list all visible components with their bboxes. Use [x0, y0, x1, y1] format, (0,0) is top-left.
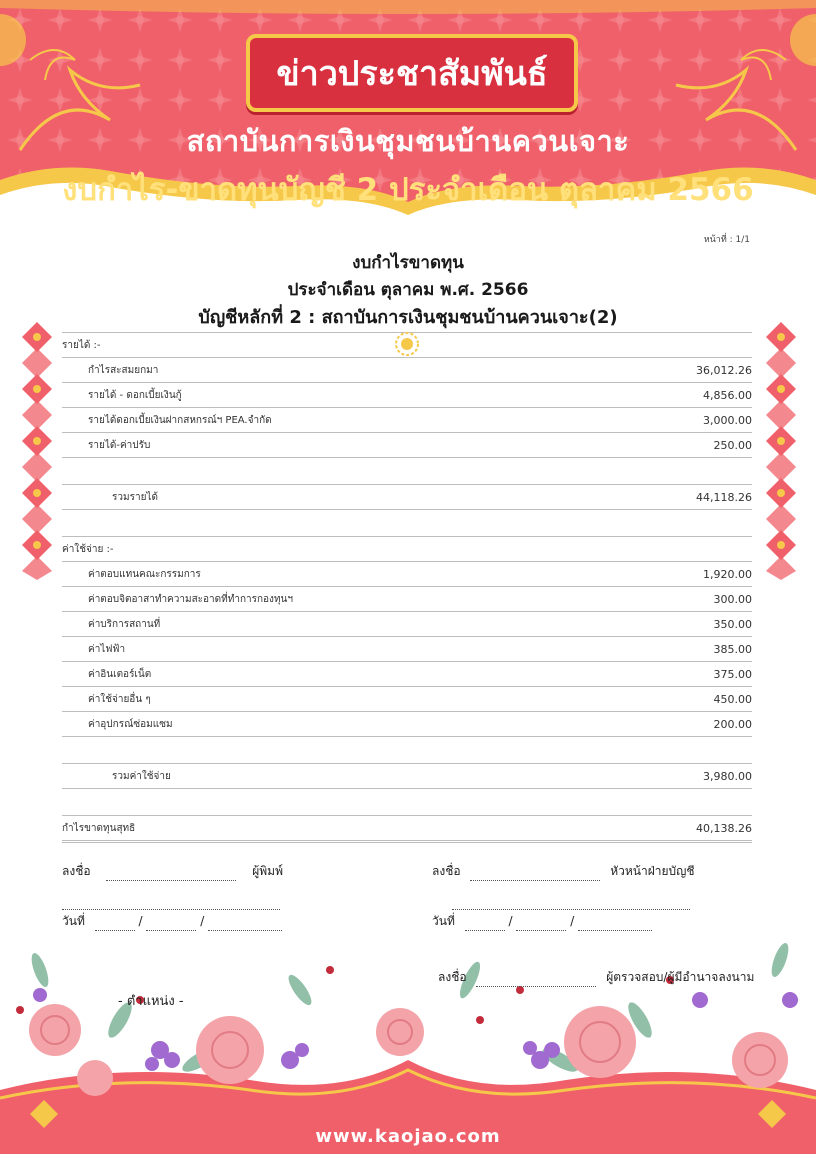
expense-total-row [62, 763, 752, 788]
table-row [62, 586, 752, 611]
expense-item-label: ค่าบริการสถานที่ [88, 618, 161, 630]
expense-total-amount: 3,980.00 [703, 769, 752, 783]
typist-date: วันที่ / / [62, 912, 282, 931]
expense-heading-row [62, 536, 752, 561]
expense-item-label: ค่าไฟฟ้า [88, 643, 126, 655]
website-url[interactable]: www.kaojao.com [315, 1126, 501, 1147]
table-row [62, 611, 752, 636]
partial-position-label: - ตำแหน่ง - [118, 994, 184, 1009]
net-profit-amount: 40,138.26 [696, 821, 752, 835]
expense-item-amount: 300.00 [713, 592, 752, 606]
sign-label: ลงชื่อ [62, 864, 91, 878]
table-row [62, 382, 752, 407]
signature-line [106, 880, 236, 881]
document-title: งบกำไรขาดทุน [352, 253, 464, 273]
spacer-row [62, 788, 752, 815]
auditor-signature [438, 968, 754, 987]
signature-line [476, 986, 596, 987]
income-total-label: รวมรายได้ [112, 491, 158, 503]
head-accounting-date: วันที่ / / [432, 912, 652, 931]
expense-heading: ค่าใช้จ่าย :- [62, 543, 114, 555]
table-row [62, 686, 752, 711]
announcement-banner: ข่าวประชาสัมพันธ์ [246, 34, 578, 112]
table-row [62, 561, 752, 586]
income-item-amount: 250.00 [713, 438, 752, 452]
net-profit-row [62, 815, 752, 843]
expense-item-amount: 1,920.00 [703, 567, 752, 581]
income-item-amount: 4,856.00 [703, 388, 752, 402]
spacer-row [62, 736, 752, 763]
expense-item-label: ค่าอินเตอร์เน็ต [88, 668, 152, 680]
income-total-row [62, 484, 752, 509]
income-item-label: รายได้-ค่าปรับ [88, 439, 151, 451]
date-label: วันที่ [62, 914, 85, 928]
sign-label: ลงชื่อ [438, 970, 467, 984]
table-row [62, 636, 752, 661]
table-row [62, 432, 752, 457]
expense-item-label: ค่าใช้จ่ายอื่น ๆ [88, 693, 151, 705]
document-period: ประจำเดือน ตุลาคม พ.ศ. 2566 [287, 280, 529, 300]
date-label: วันที่ [432, 914, 455, 928]
spacer-row [62, 509, 752, 536]
expense-item-amount: 375.00 [713, 667, 752, 681]
expense-item-amount: 200.00 [713, 717, 752, 731]
table-row [62, 407, 752, 432]
table-row [62, 661, 752, 686]
income-item-label: รายได้ - ดอกเบี้ยเงินกู้ [88, 389, 182, 401]
spacer-row [62, 457, 752, 484]
income-item-label: รายได้ดอกเบี้ยเงินฝากสหกรณ์ฯ PEA.จำกัด [88, 414, 272, 426]
sign-label: ลงชื่อ [432, 864, 461, 878]
head-accounting-name-line [452, 896, 690, 910]
account-name: บัญชีหลักที่ 2 : สถาบันการเงินชุมชนบ้านควนเจาะ(2) [198, 307, 618, 328]
header-banner-area [0, 0, 816, 230]
head-accounting-signature [432, 862, 695, 881]
auditor-role: ผู้ตรวจสอบ/ผู้มีอำนาจลงนาม [606, 970, 755, 984]
right-ornament-border [762, 318, 800, 580]
income-item-amount: 36,012.26 [696, 363, 752, 377]
income-item-label: กำไรสะสมยกมา [88, 364, 159, 376]
typist-signature [62, 862, 283, 881]
left-ornament-border [18, 318, 56, 580]
footer-decoration [0, 910, 816, 1154]
expense-item-amount: 450.00 [713, 692, 752, 706]
income-statement-table [62, 332, 752, 843]
head-accounting-role: หัวหน้าฝ่ายบัญชี [610, 864, 695, 878]
expense-item-label: ค่าตอบแทนคณะกรรมการ [88, 568, 201, 580]
income-heading: รายได้ :- [62, 339, 101, 351]
expense-item-amount: 385.00 [713, 642, 752, 656]
income-heading-row [62, 332, 752, 357]
expense-item-amount: 350.00 [713, 617, 752, 631]
flower-border-illustration [0, 910, 816, 1154]
organization-title: สถาบันการเงินชุมชนบ้านควนเจาะ [186, 124, 630, 158]
expense-item-label: ค่าอุปกรณ์ซ่อมแซม [88, 718, 173, 730]
expense-item-label: ค่าตอบจิตอาสาทำความสะอาดที่ทำการกองทุนฯ [88, 593, 293, 605]
net-profit-label: กำไรขาดทุนสุทธิ [62, 822, 136, 834]
income-item-amount: 3,000.00 [703, 413, 752, 427]
signature-line [470, 880, 600, 881]
typist-name-line [62, 896, 280, 910]
statement-title: งบกำไร-ขาดทุนบัญชี 2 ประจำเดือน ตุลาคม 2566 [62, 172, 754, 208]
expense-total-label: รวมค่าใช้จ่าย [112, 770, 171, 782]
page-number: หน้าที่ : 1/1 [703, 235, 750, 245]
flower-ornament-icon [392, 331, 422, 357]
table-row [62, 711, 752, 736]
typist-role: ผู้พิมพ์ [252, 864, 283, 878]
income-total-amount: 44,118.26 [696, 490, 752, 504]
table-row [62, 357, 752, 382]
